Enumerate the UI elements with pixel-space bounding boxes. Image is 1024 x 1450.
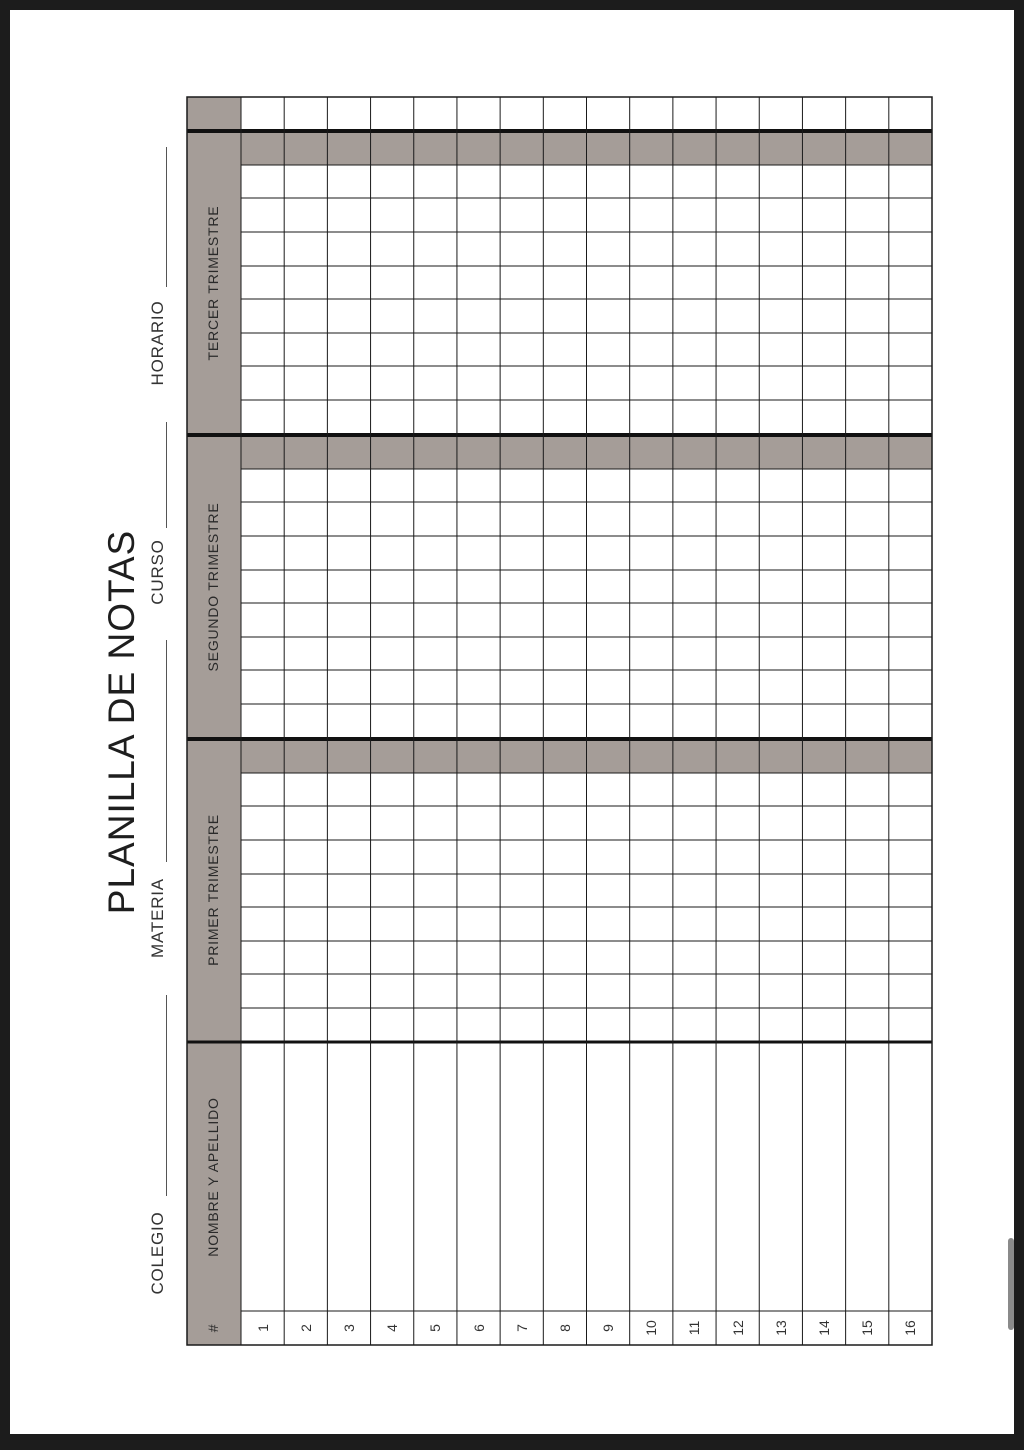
field-label-horario: HORARIO bbox=[148, 300, 167, 386]
row-number: 14 bbox=[816, 1320, 833, 1336]
row-number: 1 bbox=[254, 1324, 271, 1332]
row-number: 12 bbox=[729, 1320, 746, 1336]
row-number: 2 bbox=[297, 1324, 314, 1332]
row-number: 6 bbox=[470, 1324, 487, 1332]
header-nombre-apellido: NOMBRE Y APELLIDO bbox=[205, 1097, 221, 1257]
row-number: 8 bbox=[556, 1324, 573, 1332]
field-label-curso: CURSO bbox=[148, 539, 167, 605]
row-number: 10 bbox=[643, 1320, 660, 1336]
header-segundo-trimestre: SEGUNDO TRIMESTRE bbox=[205, 502, 221, 672]
row-number: 13 bbox=[772, 1320, 789, 1336]
field-label-materia: MATERIA bbox=[148, 878, 167, 958]
row-number: 4 bbox=[384, 1324, 401, 1332]
header-number: # bbox=[205, 1323, 221, 1333]
field-label-colegio: COLEGIO bbox=[148, 1211, 167, 1295]
row-number: 11 bbox=[686, 1320, 703, 1336]
header-tercer-trimestre: TERCER TRIMESTRE bbox=[205, 205, 221, 361]
row-number: 9 bbox=[600, 1324, 617, 1332]
row-number: 3 bbox=[340, 1324, 357, 1332]
table-border bbox=[187, 97, 932, 1345]
row-number: 7 bbox=[513, 1324, 530, 1332]
row-number: 5 bbox=[427, 1324, 444, 1332]
row-number: 15 bbox=[859, 1320, 876, 1336]
header-primer-trimestre: PRIMER TRIMESTRE bbox=[205, 814, 221, 966]
row-number: 16 bbox=[902, 1320, 919, 1336]
page-title: PLANILLA DE NOTAS bbox=[101, 529, 142, 915]
